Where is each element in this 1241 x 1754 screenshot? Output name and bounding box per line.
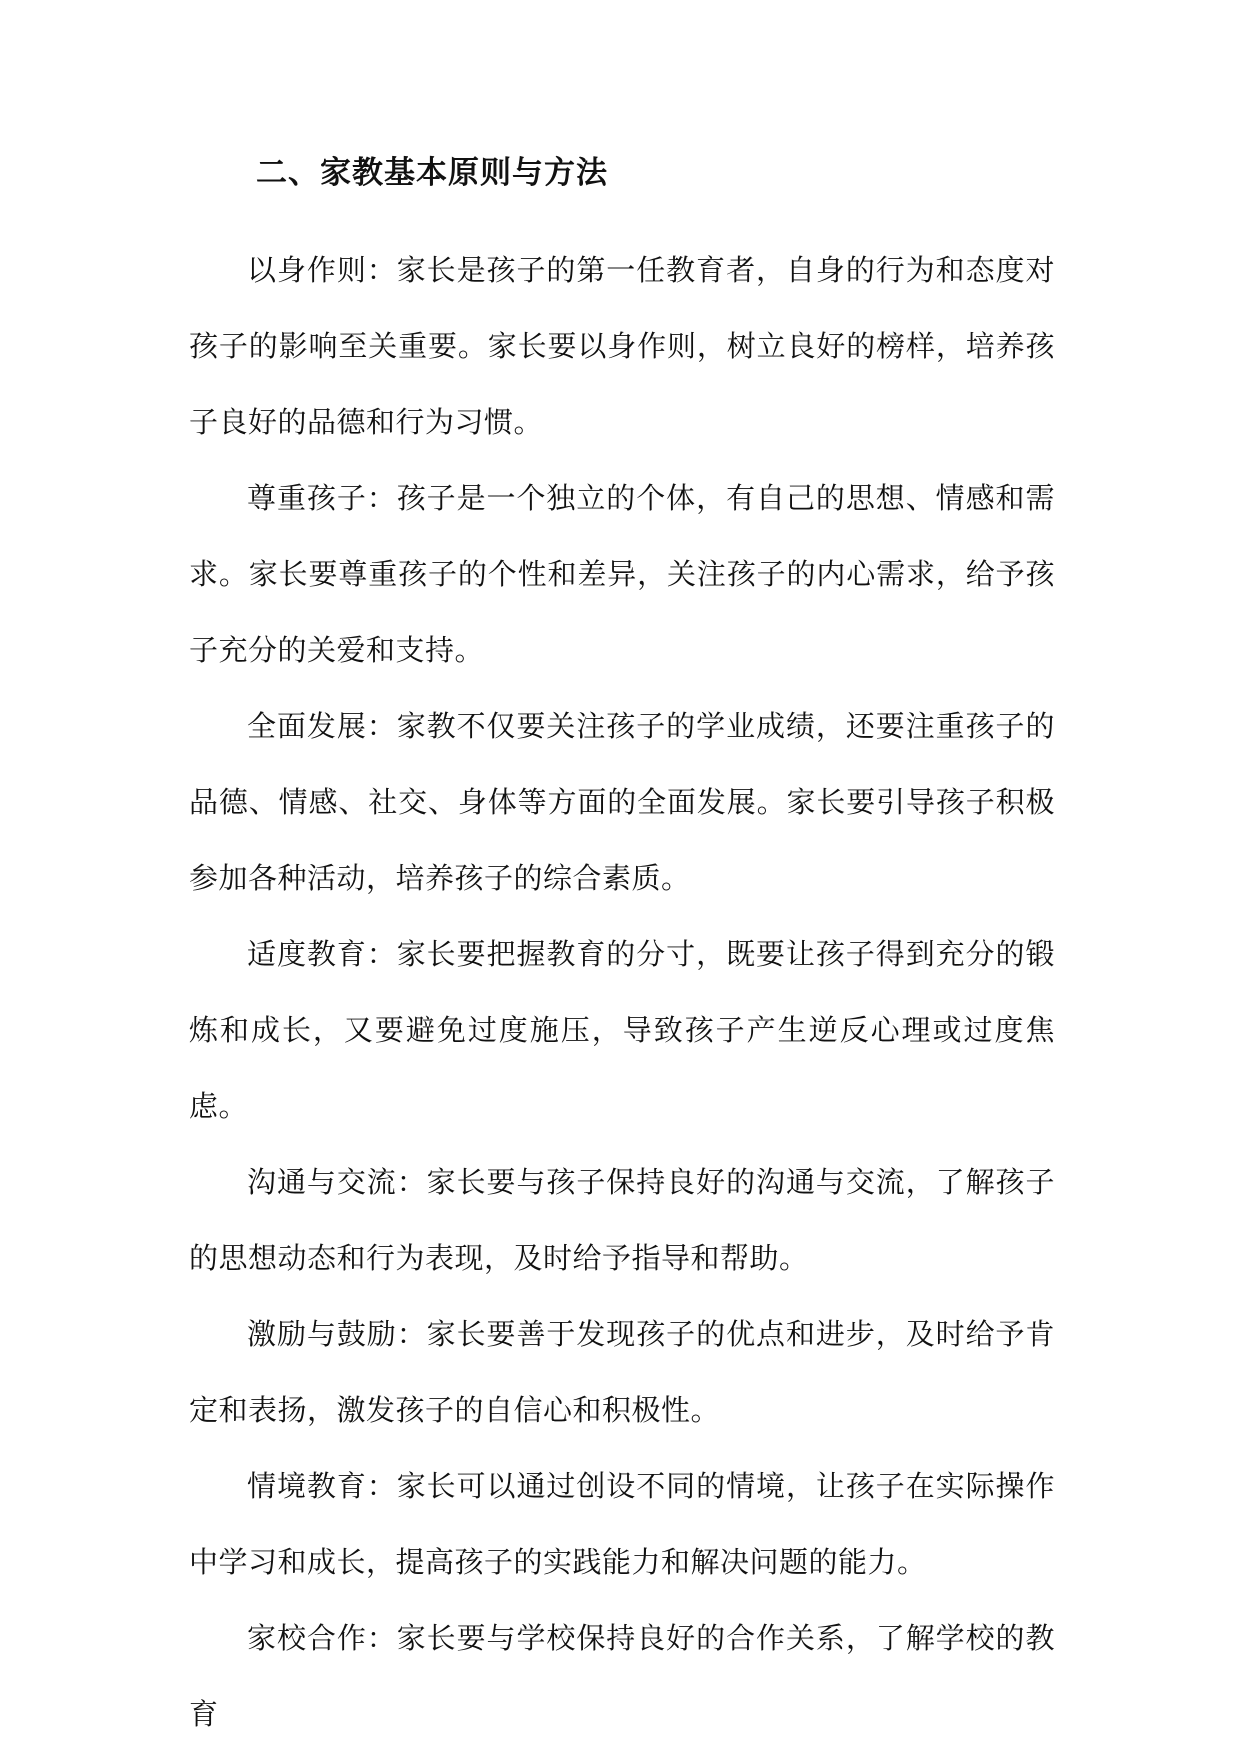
- paragraph-all-round-development: 全面发展：家教不仅要关注孩子的学业成绩，还要注重孩子的品德、情感、社交、身体等方面的全面发展。家长要引导孩子积极参加各种活动，培养孩子的综合素质。: [189, 709, 1055, 895]
- paragraph-encouragement: 激励与鼓励：家长要善于发现孩子的优点和进步，及时给予肯定和表扬，激发孩子的自信心和积极性。: [189, 1317, 1055, 1427]
- paragraph-communication: 沟通与交流：家长要与孩子保持良好的沟通与交流，了解孩子的思想动态和行为表现，及时给予指导和帮助。: [189, 1165, 1055, 1275]
- paragraph-home-school-cooperation: 家校合作：家长要与学校保持良好的合作关系，了解学校的教育: [189, 1621, 1055, 1731]
- paragraph-situational-education: 情境教育：家长可以通过创设不同的情境，让孩子在实际操作中学习和成长，提高孩子的实践能力和解决问题的能力。: [189, 1469, 1055, 1579]
- paragraph-moderate-education: 适度教育：家长要把握教育的分寸，既要让孩子得到充分的锻炼和成长，又要避免过度施压，导致孩子产生逆反心理或过度焦虑。: [189, 937, 1055, 1123]
- section-heading: 二、家教基本原则与方法: [256, 155, 608, 191]
- paragraph-respect-children: 尊重孩子：孩子是一个独立的个体，有自己的思想、情感和需求。家长要尊重孩子的个性和差异，关注孩子的内心需求，给予孩子充分的关爱和支持。: [189, 481, 1055, 667]
- paragraph-lead-by-example: 以身作则：家长是孩子的第一任教育者，自身的行为和态度对孩子的影响至关重要。家长要以身作则，树立良好的榜样，培养孩子良好的品德和行为习惯。: [189, 253, 1055, 439]
- body-text: [189, 232, 1055, 1752]
